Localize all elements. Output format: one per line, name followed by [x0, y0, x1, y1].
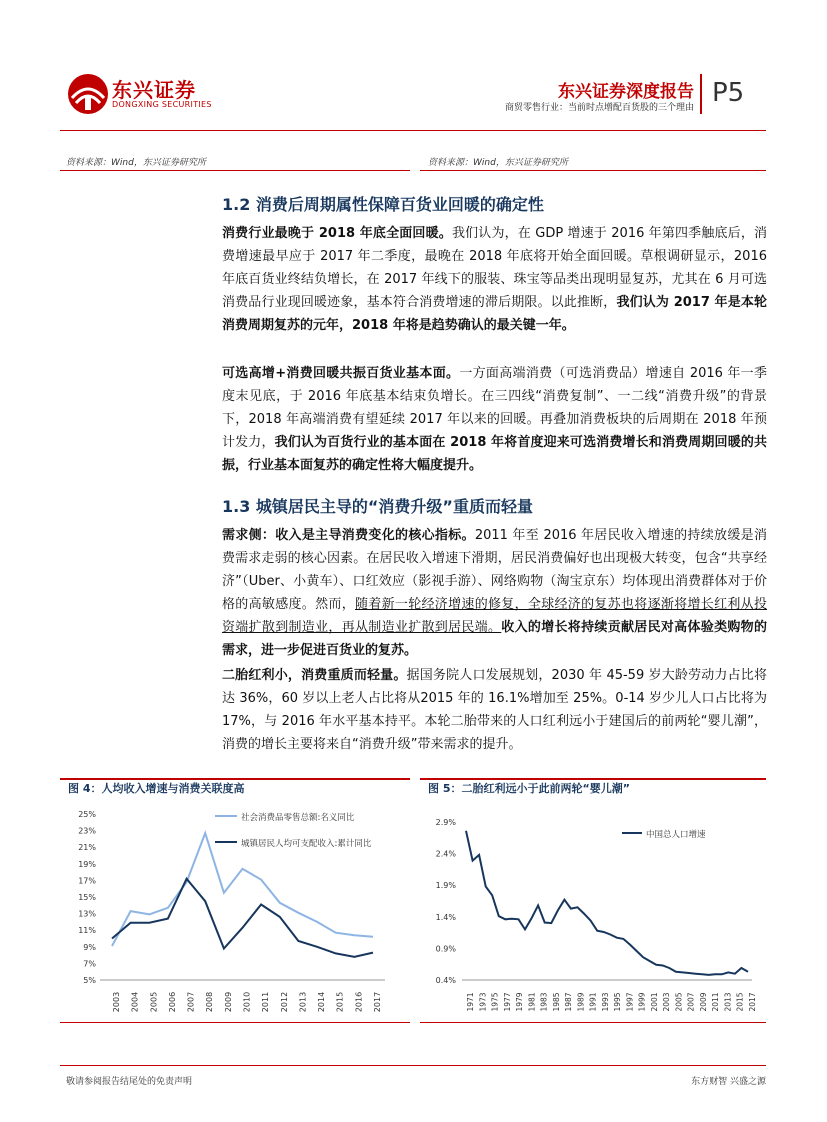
source-note-left: 资料来源：Wind，东兴证券研究所 [66, 158, 206, 168]
logo-mark-icon [66, 72, 110, 116]
para-bold-lead: 可选高增+消费回暖共振百货业基本面。 [222, 366, 460, 381]
figure-4-chart [60, 800, 410, 1022]
x-tick-label: 2009 [223, 991, 233, 1013]
x-tick-label: 1975 [490, 992, 500, 1012]
y-tick-label: 21% [78, 843, 96, 853]
figure-4-title: 图 4：人均收入增速与消费关联度高 [68, 782, 245, 795]
x-tick-label: 1991 [588, 992, 598, 1012]
x-tick-label: 1997 [625, 992, 635, 1012]
x-tick-label: 2007 [686, 992, 696, 1012]
x-tick-label: 2006 [167, 991, 177, 1013]
x-tick-label: 2005 [149, 991, 159, 1013]
x-tick-label: 2015 [735, 992, 745, 1012]
x-tick-label: 2009 [698, 992, 708, 1012]
footer-slogan: 东方财智 兴盛之源 [691, 1077, 766, 1087]
footer-disclaimer: 敬请参阅报告结尾处的免责声明 [66, 1077, 193, 1087]
x-tick-label: 2001 [649, 992, 659, 1012]
y-tick-label: 9% [83, 942, 96, 952]
y-tick-label: 11% [78, 926, 96, 936]
x-tick-label: 2015 [335, 991, 345, 1013]
x-tick-label: 1985 [551, 992, 561, 1012]
header-rule [60, 130, 766, 131]
y-tick-label: 2.9% [435, 818, 456, 827]
x-tick-label: 2013 [723, 992, 733, 1012]
para-text: 据国务院人口发展规划，2030 年 45-59 岁大龄劳动力占比将达 36%，60 岁以上老人占比将从2015 年的 16.1%增加至 25%。0-14 岁少儿人口占比将为 17%，与 2016 年水平基本持平。本轮二胎带来的人口红利远小于建国后的前两轮“婴儿潮”，消费的增长主要将来自“消费升级”带来需求的提升。 [222, 668, 767, 752]
x-tick-label: 1977 [502, 992, 512, 1012]
para-bold-conclusion: 我们认为百货行业的基本面在 2018 年将首度迎来可选消费增长和消费周期回暖的共振，行业基本面复苏的确定性将大幅度提升。 [222, 435, 767, 473]
x-tick-label: 2004 [130, 991, 140, 1013]
company-logo [66, 72, 266, 116]
para-bold-conclusion: 收入的增长将持续贡献居民对高体验类购物的需求，进一步促进百货业的复苏。 [222, 620, 767, 658]
source-note-right: 资料来源：Wind，东兴证券研究所 [428, 158, 568, 168]
x-tick-label: 2008 [205, 991, 215, 1013]
series-line-2 [112, 879, 373, 957]
report-subtitle: 商贸零售行业：当前时点增配百货股的三个理由 [504, 103, 694, 113]
x-tick-label: 2011 [711, 992, 721, 1012]
y-tick-label: 2.4% [435, 849, 456, 859]
series-line-1 [466, 831, 748, 975]
x-tick-label: 2017 [748, 992, 757, 1012]
x-tick-label: 2013 [298, 991, 308, 1013]
x-tick-label: 2012 [279, 991, 289, 1013]
legend-label: 社会消费品零售总额:名义同比 [241, 813, 355, 823]
y-tick-label: 23% [78, 826, 96, 836]
source-rule-left [60, 170, 410, 171]
section-title-1-2: 1.2 消费后周期属性保障百货业回暖的确定性 [222, 195, 544, 214]
para-text: 一方面高端消费（可选消费品）增速自 2016 年一季度末见底，于 2016 年底基本结束负增长。在三四线“消费复制”、一二线“消费升级”的背景下，2018 年高端消费有望延续 2017 年以来的回暖。再叠加消费板块的后周期在 2018 年预计发力， [222, 366, 767, 450]
x-tick-label: 1999 [637, 992, 647, 1012]
logo-text-en: DONGXING SECURITIES [112, 100, 212, 109]
para-text: 2011 年至 2016 年居民收入增速的持续放缓是消费需求走弱的核心因素。在居民收入增速下滑期，居民消费偏好也出现极大转变，包含“共享经济”（Uber、小黄车）、口红效应（影视手游）、网络购物（淘宝京东）均体现出消费群体对于价格的高敏感度。然而， [222, 528, 767, 612]
y-tick-label: 0.9% [435, 944, 456, 954]
report-title: 东兴证券深度报告 [558, 82, 694, 102]
paragraph-1-3-b [222, 664, 767, 756]
footer-rule [60, 1065, 766, 1066]
x-tick-label: 1987 [564, 992, 574, 1012]
y-tick-label: 25% [78, 810, 96, 819]
x-tick-label: 2003 [112, 991, 121, 1013]
source-rule-right [420, 170, 766, 171]
x-tick-label: 2010 [242, 991, 252, 1013]
legend-label: 城镇居民人均可支配收入:累计同比 [241, 839, 372, 849]
para-bold-lead: 需求侧：收入是主导消费变化的核心指标。 [222, 528, 475, 543]
x-tick-label: 1989 [576, 992, 586, 1012]
x-tick-label: 1979 [515, 992, 525, 1012]
figure-5-chart [420, 800, 766, 1022]
y-tick-label: 17% [78, 876, 96, 886]
figure-5-title: 图 5：二胎红利远小于此前两轮“婴儿潮” [428, 782, 630, 795]
x-tick-label: 1973 [478, 992, 488, 1012]
para-underline: 随着新一轮经济增速的修复，全球经济的复苏也将逐渐将增长红利从投资端扩散到制造业，再从制造业扩散到居民端。 [222, 597, 767, 635]
x-tick-label: 2016 [354, 991, 364, 1013]
paragraph-1-3-a [222, 524, 767, 662]
x-tick-label: 1995 [613, 992, 623, 1012]
para-text: 我们认为，在 GDP 增速于 2016 年第四季触底后，消费增速最早应于 2017 年二季度，最晚在 2018 年底将开始全面回暖。草根调研显示，2016 年底百货业终结负增长，在 2017 年线下的服装、珠宝等品类出现明显复苏，尤其在 6 月可选消费品行业现回暖迹象，基本符合消费增速的滞后期限。以此推断， [222, 226, 768, 310]
x-tick-label: 2003 [662, 992, 672, 1012]
y-tick-label: 15% [78, 893, 96, 902]
y-tick-label: 1.9% [435, 881, 456, 891]
x-tick-label: 1983 [539, 992, 549, 1012]
x-tick-label: 1993 [600, 992, 610, 1012]
para-bold-conclusion: 我们认为 2017 年是本轮消费周期复苏的元年，2018 年将是趋势确认的最关键一年。 [222, 295, 767, 333]
paragraph-1-2-b [222, 362, 767, 477]
x-tick-label: 2017 [373, 991, 382, 1013]
y-tick-label: 7% [83, 959, 96, 969]
y-tick-label: 1.4% [435, 912, 456, 922]
x-tick-label: 2011 [261, 991, 271, 1013]
x-tick-label: 2014 [317, 991, 327, 1013]
x-tick-label: 1971 [466, 992, 475, 1012]
x-tick-label: 2005 [674, 992, 684, 1012]
y-tick-label: 19% [78, 859, 96, 869]
header-divider [700, 74, 702, 114]
para-bold-lead: 消费行业最晚于 2018 年底全面回暖。 [222, 226, 452, 241]
x-tick-label: 1981 [527, 992, 537, 1012]
y-tick-label: 5% [83, 976, 96, 985]
para-bold-lead: 二胎红利小，消费重质而轻量。 [222, 668, 407, 683]
x-tick-label: 2007 [186, 991, 196, 1013]
paragraph-1-2-a [222, 222, 767, 337]
page-number: P5 [712, 78, 745, 108]
logo-text-cn: 东兴证券 [112, 78, 196, 102]
y-tick-label: 13% [78, 909, 96, 919]
legend-label: 中国总人口增速 [646, 830, 706, 840]
section-title-1-3: 1.3 城镇居民主导的“消费升级”重质而轻量 [222, 497, 533, 516]
y-tick-label: 0.4% [435, 976, 456, 985]
page-header [0, 0, 827, 140]
